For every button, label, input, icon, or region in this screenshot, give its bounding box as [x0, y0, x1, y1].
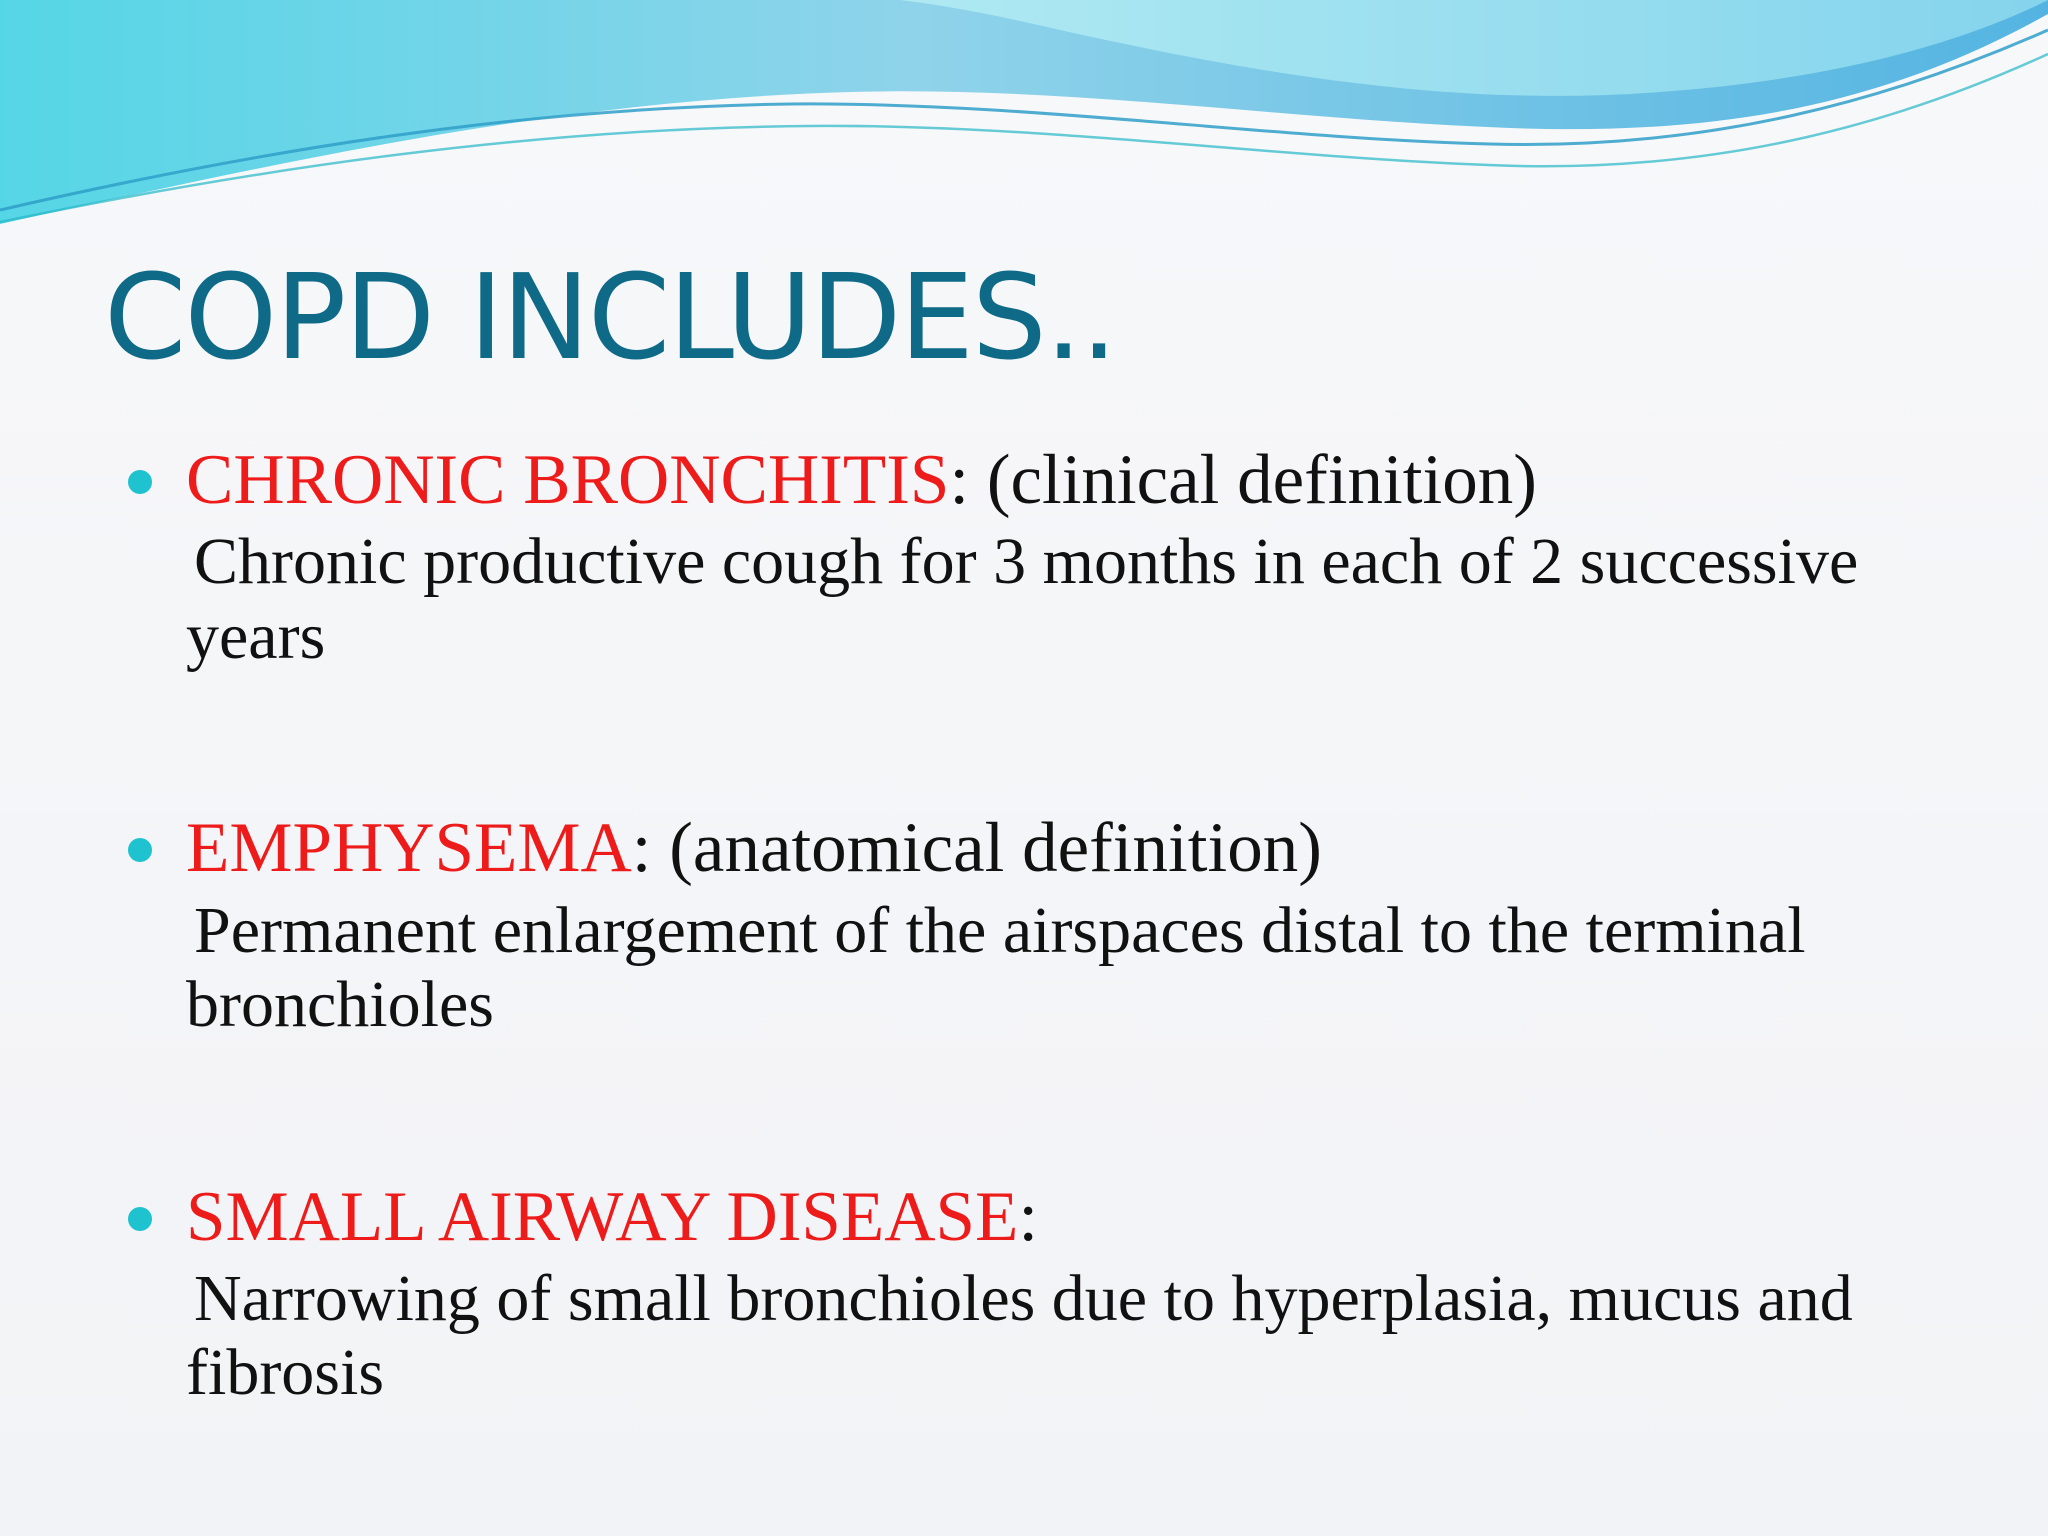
term-separator: : — [631, 809, 652, 888]
term-separator: : — [949, 441, 970, 519]
list-item-heading — [186, 1175, 1988, 1260]
definition-text: Narrowing of small bronchioles due to hyperplasia, mucus and fibrosis — [186, 1261, 1853, 1410]
decorative-wave-banner — [0, 0, 2048, 260]
term-separator: : — [1018, 1177, 1039, 1256]
slide-title: COPD INCLUDES.. — [104, 248, 1116, 386]
definition-list — [128, 438, 1988, 1411]
list-item-heading — [186, 806, 1988, 891]
list-item-heading — [186, 438, 1988, 523]
bullet-dot-icon — [128, 838, 152, 862]
list-item-small-airway-disease — [128, 1175, 1988, 1411]
definition-text: Chronic productive cough for 3 months in each of 2 successive years — [186, 525, 1859, 673]
term-label: CHRONIC BRONCHITIS — [186, 441, 950, 519]
definition-text: Permanent enlargement of the airspaces distal to the terminal bronchioles — [186, 893, 1806, 1042]
term-qualifier: (clinical definition) — [969, 441, 1537, 519]
term-qualifier: (anatomical definition) — [651, 809, 1322, 888]
bullet-dot-icon — [128, 1207, 152, 1231]
list-item-chronic-bronchitis — [128, 438, 1988, 674]
list-item-emphysema — [128, 806, 1988, 1042]
term-label: SMALL AIRWAY DISEASE — [186, 1177, 1019, 1256]
bullet-dot-icon — [128, 470, 152, 494]
term-label: EMPHYSEMA — [186, 809, 632, 888]
